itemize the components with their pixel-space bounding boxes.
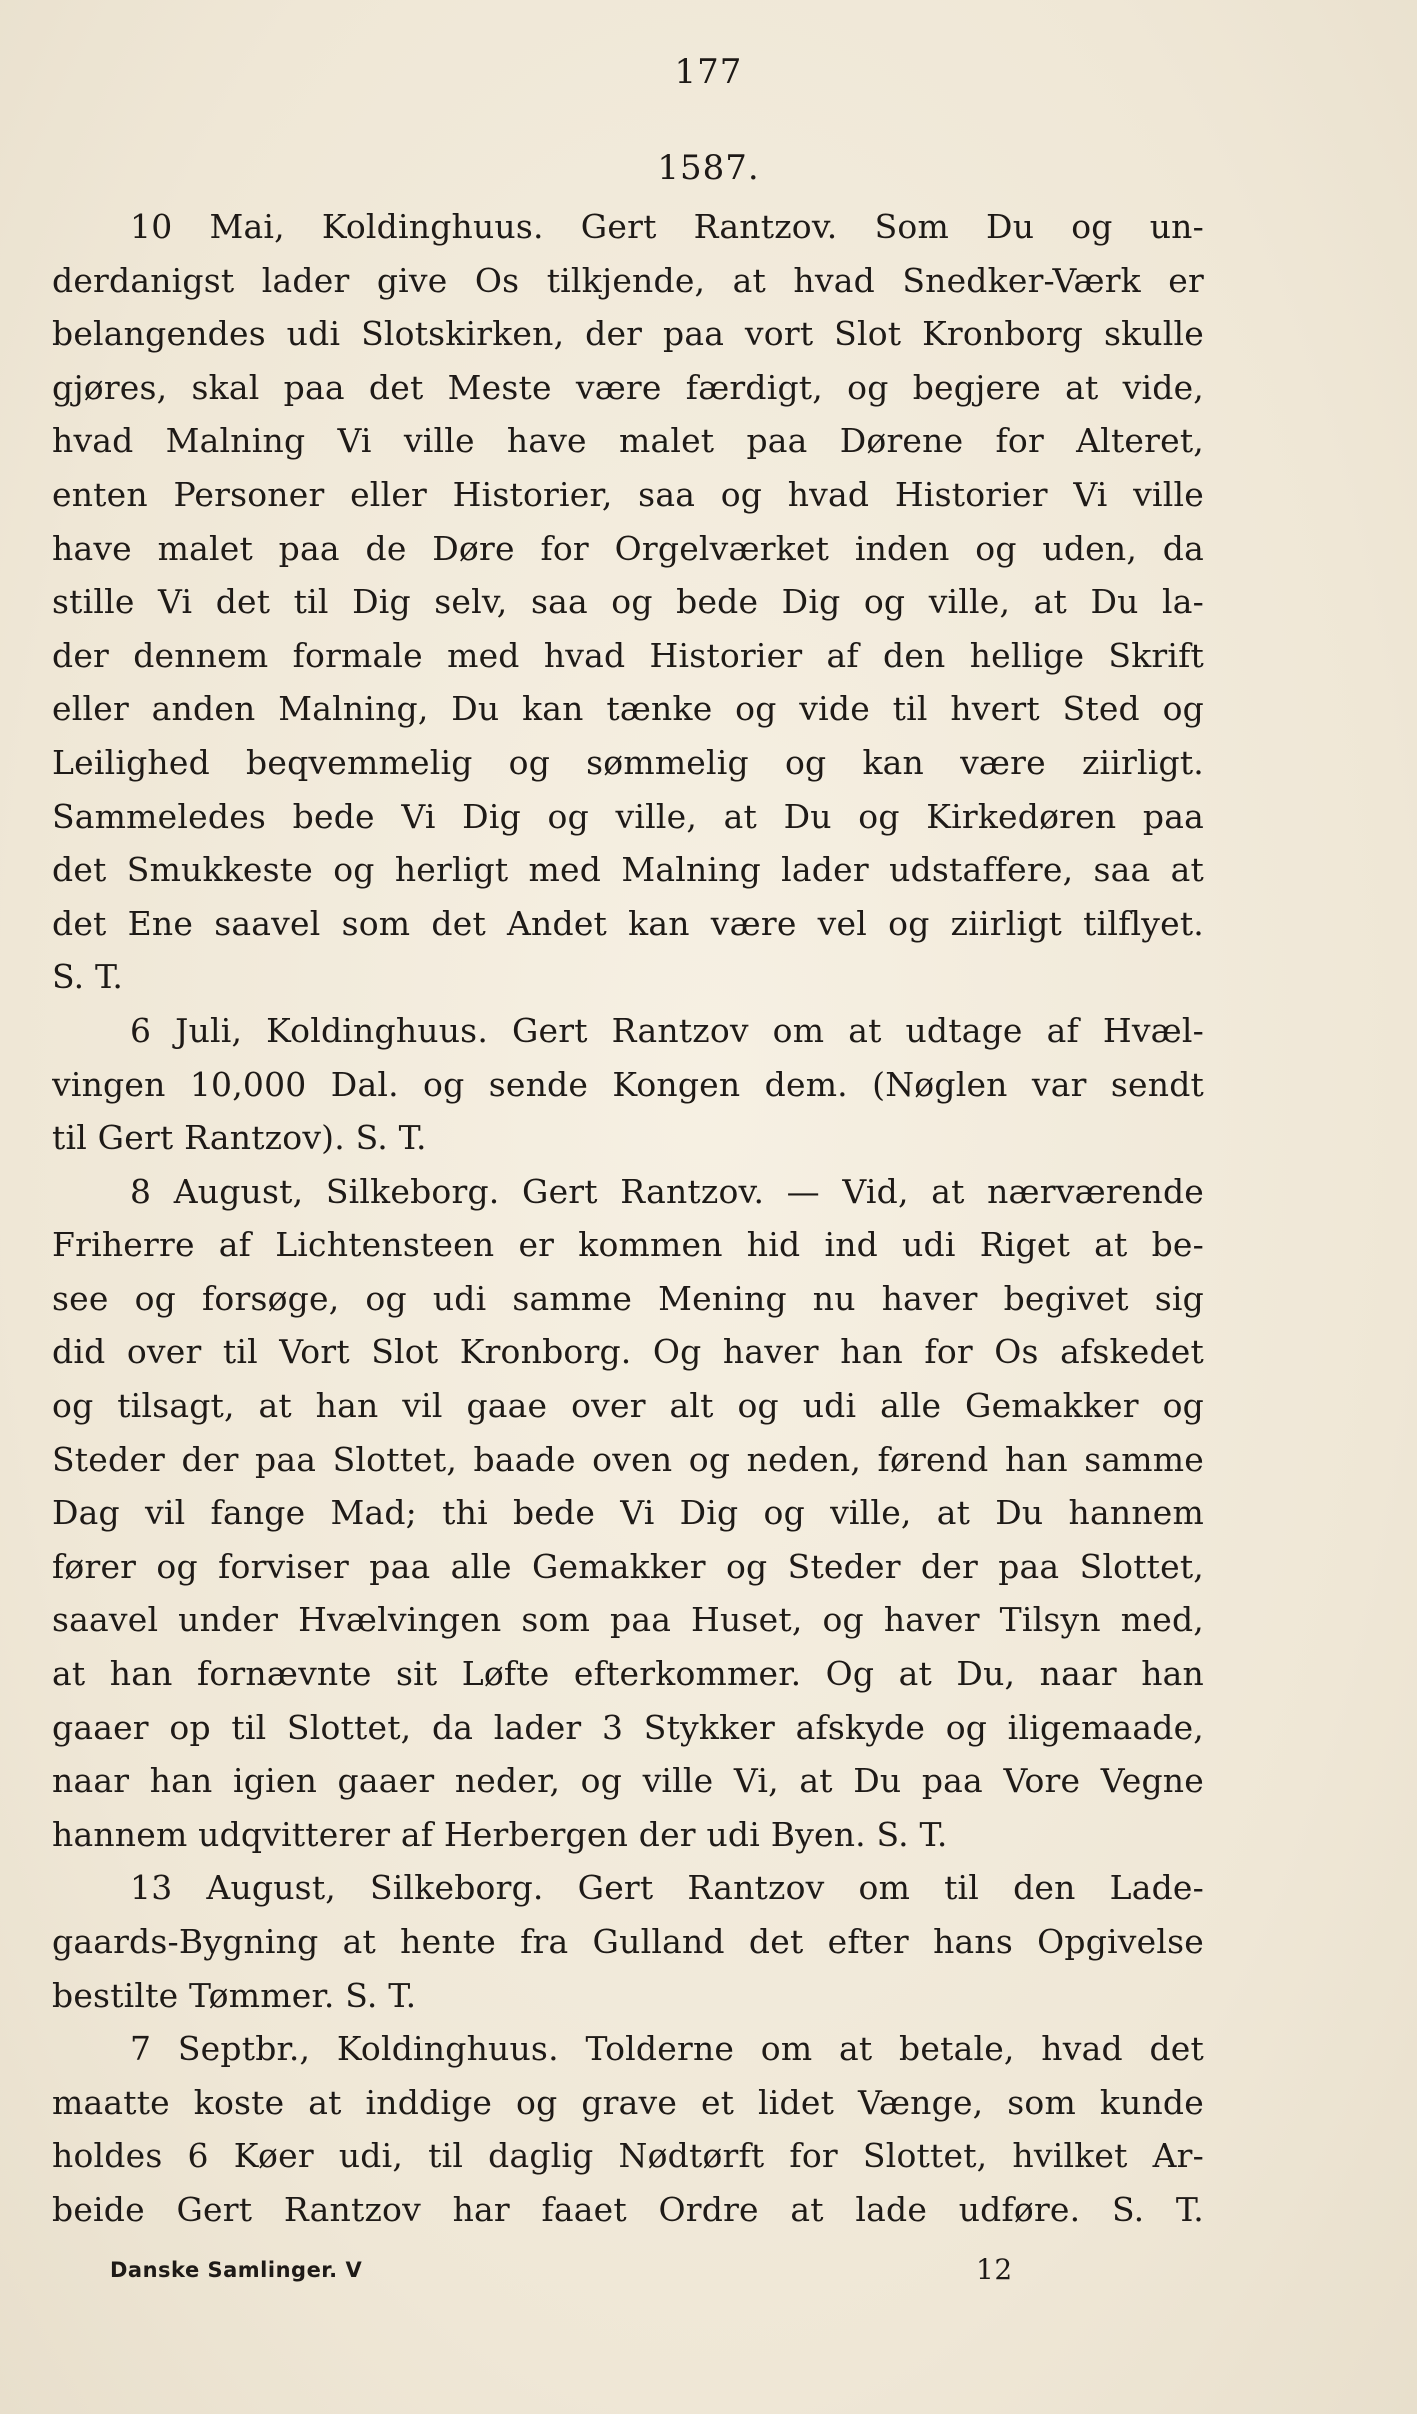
text-line: det Smukkeste og herligt med Malning lader udstaffere, saa at — [52, 850, 1204, 890]
text-line: Friherre af Lichtensteen er kommen hid ind udi Riget at be- — [52, 1225, 1204, 1265]
text-line: at han fornævnte sit Løfte efterkommer. Og at Du, naar han — [52, 1654, 1204, 1694]
text-line: maatte koste at inddige og grave et lidet Vænge, som kunde — [52, 2082, 1204, 2122]
text-line: see og forsøge, og udi samme Mening nu haver begivet sig — [52, 1278, 1204, 1318]
text-line: naar han igien gaaer neder, og ville Vi, at Du paa Vore Vegne — [52, 1761, 1204, 1801]
text-line: gaaer op til Slottet, da lader 3 Stykker afskyde og iligemaade, — [52, 1707, 1204, 1747]
text-line: 6 Juli, Koldinghuus. Gert Rantzov om at udtage af Hvæl- — [130, 1010, 1204, 1050]
page-footer — [110, 2250, 1013, 2290]
text-line: bestilte Tømmer. S. T. — [52, 1975, 417, 2015]
text-line: eller anden Malning, Du kan tænke og vide til hvert Sted og — [52, 689, 1204, 729]
text-line: 10 Mai, Koldinghuus. Gert Rantzov. Som Du og un- — [130, 207, 1204, 246]
text-line: 8 August, Silkeborg. Gert Rantzov. — Vid, at nærværende — [130, 1171, 1204, 1211]
text-line: holdes 6 Køer udi, til daglig Nødtørft for Slottet, hvilket Ar- — [52, 2136, 1204, 2176]
text-line: det Ene saavel som det Andet kan være vel og ziirligt tilflyet. — [52, 903, 1204, 943]
text-line: gaards-Bygning at hente fra Gulland det efter hans Opgivelse — [52, 1922, 1204, 1961]
text-line: vingen 10,000 Dal. og sende Kongen dem. (Nøglen var sendt — [52, 1064, 1204, 1104]
text-line: til Gert Rantzov). S. T. — [52, 1118, 427, 1158]
text-line: beide Gert Rantzov har faaet Ordre at lade udføre. S. T. — [52, 2189, 1204, 2229]
text-line: did over til Vort Slot Kronborg. Og haver han for Os afskedet — [52, 1332, 1204, 1372]
year-heading: 1587. — [657, 148, 760, 188]
text-line: Sammeledes bede Vi Dig og ville, at Du og Kirkedøren paa — [52, 796, 1204, 836]
text-line: 13 August, Silkeborg. Gert Rantzov om til den Lade- — [130, 1868, 1204, 1908]
text-line: gjøres, skal paa det Meste være færdigt, og begjere at vide, — [52, 367, 1204, 407]
body-text — [52, 200, 1204, 2237]
text-line: og tilsagt, at han vil gaae over alt og udi alle Gemakker og — [52, 1386, 1204, 1426]
text-line: hvad Malning Vi ville have malet paa Dørene for Alteret, — [52, 421, 1204, 461]
text-line: S. T. — [52, 957, 124, 997]
footer-source: Danske Samlinger. V — [110, 2258, 363, 2282]
text-line: Steder der paa Slottet, baade oven og neden, førend han samme — [52, 1439, 1204, 1479]
text-line: enten Personer eller Historier, saa og hvad Historier Vi ville — [52, 474, 1204, 514]
text-line: Leilighed beqvemmelig og sømmelig og kan være ziirligt. — [52, 742, 1204, 782]
text-line: saavel under Hvælvingen som paa Huset, og haver Tilsyn med, — [52, 1600, 1204, 1640]
text-line: have malet paa de Døre for Orgelværket inden og uden, da — [52, 528, 1204, 568]
text-line: stille Vi det til Dig selv, saa og bede Dig og ville, at Du la- — [52, 582, 1204, 622]
text-line: belangendes udi Slotskirken, der paa vort Slot Kronborg skulle — [52, 314, 1204, 354]
text-line: fører og forviser paa alle Gemakker og Steder der paa Slottet, — [52, 1546, 1204, 1586]
page-number: 177 — [674, 52, 743, 92]
text-line: der dennem formale med hvad Historier af den hellige Skrift — [52, 635, 1204, 675]
text-line: hannem udqvitterer af Herbergen der udi Byen. S. T. — [52, 1814, 948, 1854]
footer-signature: 12 — [976, 2253, 1013, 2286]
text-line: 7 Septbr., Koldinghuus. Tolderne om at betale, hvad det — [130, 2029, 1204, 2069]
text-line: derdanigst lader give Os tilkjende, at hvad Snedker-Værk er — [52, 260, 1204, 300]
text-line: Dag vil fange Mad; thi bede Vi Dig og ville, at Du hannem — [52, 1493, 1204, 1533]
